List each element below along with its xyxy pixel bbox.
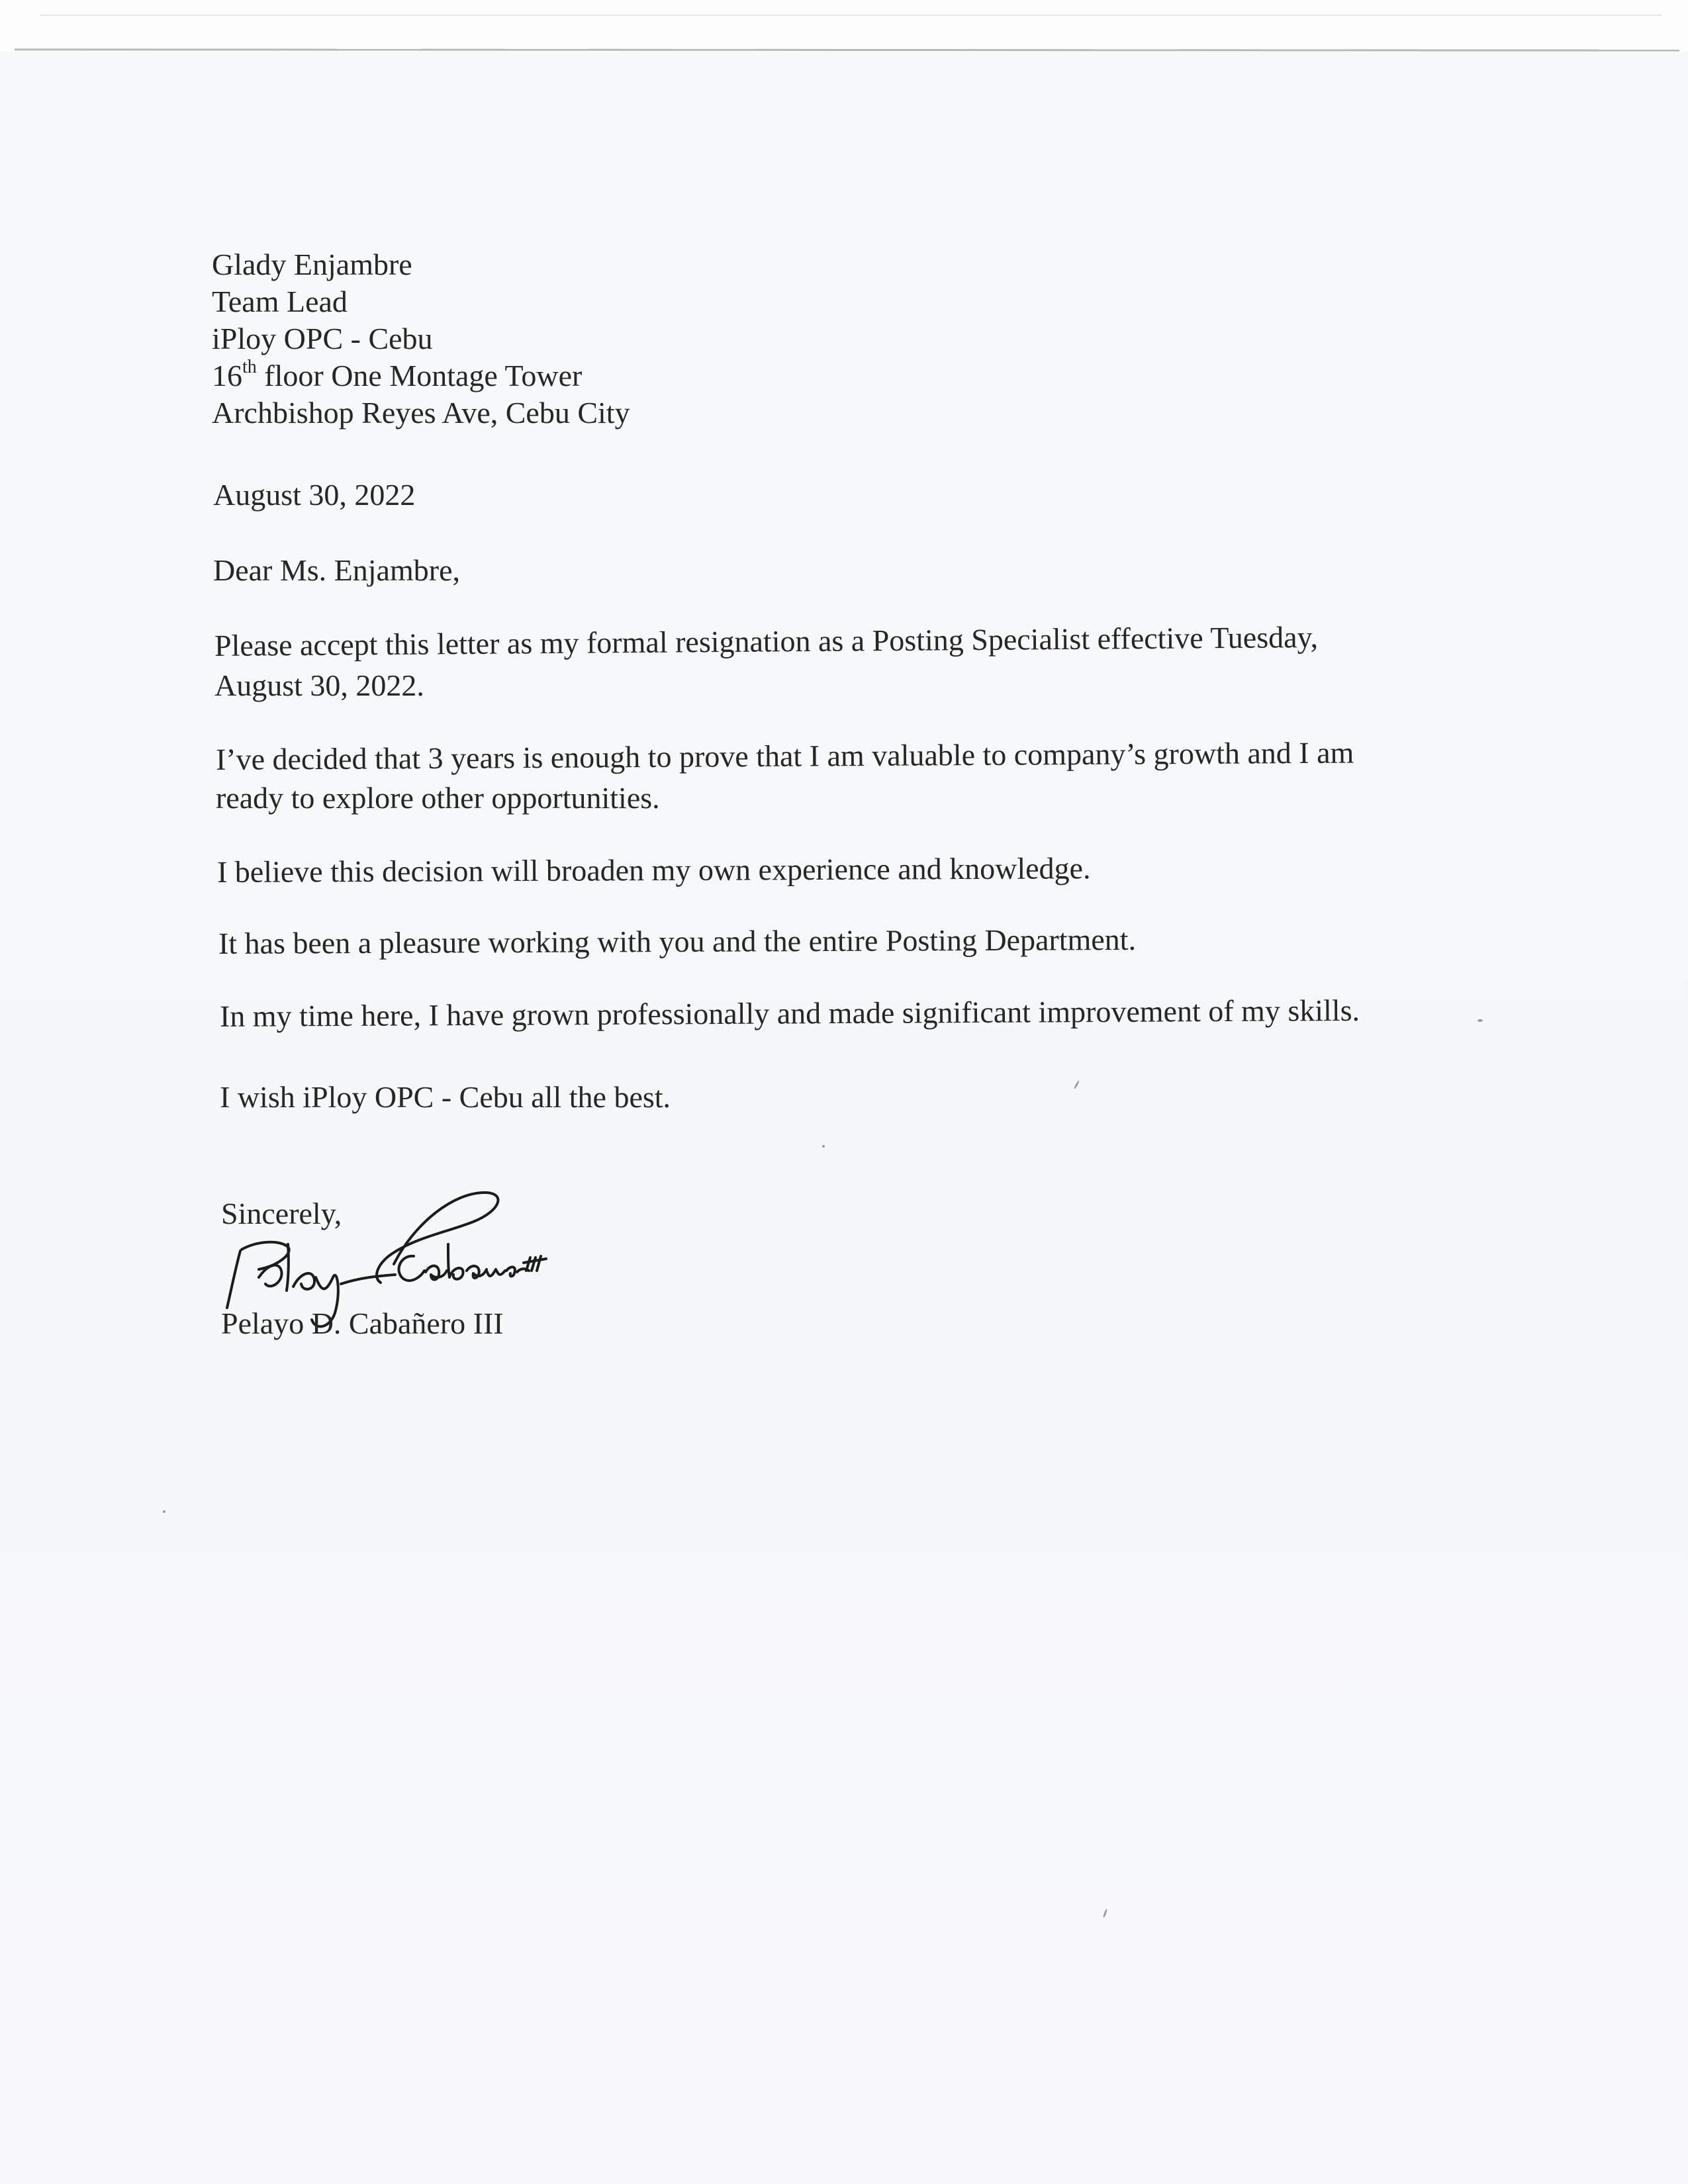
scan-speck <box>822 1145 825 1148</box>
paragraph-2-line-1: I’ve decided that 3 years is enough to prove that I am valuable to company’s growth and I am <box>215 735 1354 776</box>
scan-speck <box>1477 1019 1483 1022</box>
paragraph-6: I wish iPloy OPC - Cebu all the best. <box>220 1080 671 1114</box>
floor-ordinal-suffix: th <box>242 356 257 377</box>
paragraph-2-line-2: ready to explore other opportunities. <box>216 781 660 815</box>
recipient-floor <box>212 357 630 394</box>
recipient-title: Team Lead <box>212 285 348 318</box>
recipient-street: Archbishop Reyes Ave, Cebu City <box>212 396 630 430</box>
paragraph-5: In my time here, I have grown professionally and made significant improvement of my skills. <box>219 993 1360 1033</box>
paragraph-1-line-1: Please accept this letter as my formal resignation as a Posting Specialist effective Tuesday, <box>214 619 1319 662</box>
salutation: Dear Ms. Enjambre, <box>213 553 460 587</box>
paragraph-4: It has been a pleasure working with you and the entire Posting Department. <box>218 922 1137 960</box>
recipient-name: Glady Enjambre <box>212 248 412 281</box>
recipient-company: iPloy OPC - Cebu <box>212 322 433 355</box>
floor-building: floor One Montage Tower <box>256 359 583 392</box>
scan-edge-line <box>40 15 1662 16</box>
scan-top-margin <box>0 0 1688 52</box>
signatory-name: Pelayo D. Cabañero III <box>221 1306 504 1340</box>
recipient-address-block <box>212 246 630 432</box>
letter-date: August 30, 2022 <box>213 478 416 512</box>
closing: Sincerely, <box>221 1197 342 1230</box>
paragraph-3: I believe this decision will broaden my own experience and knowledge. <box>216 851 1091 889</box>
floor-number: 16 <box>212 359 242 392</box>
paragraph-1-line-2: August 30, 2022. <box>214 668 424 702</box>
scan-speck <box>163 1510 165 1513</box>
